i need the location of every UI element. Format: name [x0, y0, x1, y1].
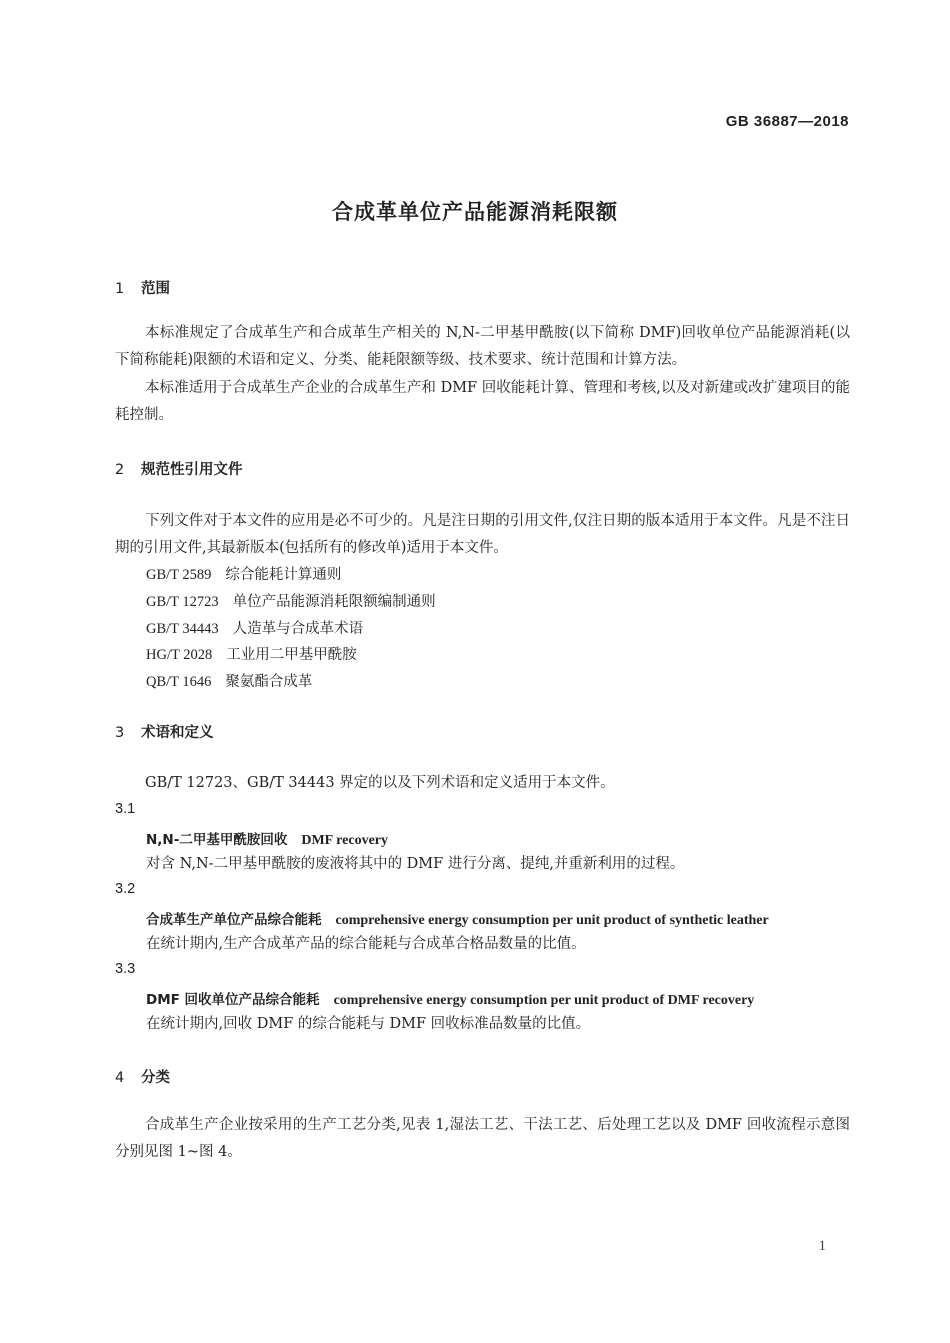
reference-name: 综合能耗计算通则	[225, 567, 342, 583]
term-en: DMF recovery	[301, 833, 389, 848]
term-heading	[146, 988, 754, 1009]
reference-item	[146, 670, 312, 691]
section-2-heading	[115, 458, 243, 479]
term-number: 3.2	[115, 881, 136, 897]
section-3-intro: GB/T 12723、GB/T 34443 界定的以及下列术语和定义适用于本文件。	[145, 775, 615, 791]
section-title: 范围	[141, 281, 170, 297]
reference-name: 人造革与合成革术语	[232, 621, 364, 637]
term-en: comprehensive energy consumption per unit product of DMF recovery	[333, 993, 755, 1008]
reference-code: GB/T 2589	[146, 567, 212, 583]
term-zh: N,N-二甲基甲酰胺回收	[146, 832, 288, 848]
reference-name: 工业用二甲基甲酰胺	[226, 647, 357, 663]
term-zh: DMF 回收单位产品综合能耗	[146, 992, 320, 1008]
reference-item	[146, 643, 357, 664]
term-heading	[146, 908, 769, 929]
section-3-heading	[115, 721, 214, 742]
section-title: 规范性引用文件	[141, 462, 243, 478]
reference-item	[146, 590, 436, 611]
section-2-intro: 下列文件对于本文件的应用是必不可少的。凡是注日期的引用文件,仅注日期的版本适用于本文件。凡是不注日期的引用文件,其最新版本(包括所有的修改单)适用于本文件。	[115, 513, 850, 556]
term-number: 3.1	[115, 801, 136, 817]
reference-item	[146, 563, 341, 584]
reference-name: 单位产品能源消耗限额编制通则	[232, 594, 436, 610]
document-title: 合成革单位产品能源消耗限额	[332, 200, 618, 224]
section-1-paragraph-2: 本标准适用于合成革生产企业的合成革生产和 DMF 回收能耗计算、管理和考核,以及对新建或改扩建项目的能耗控制。	[115, 380, 850, 423]
standard-id: GB 36887—2018	[725, 113, 849, 130]
section-number: 3	[115, 725, 125, 741]
section-number: 1	[115, 281, 125, 297]
page-number: 1	[818, 1238, 826, 1254]
term-definition: 在统计期内,回收 DMF 的综合能耗与 DMF 回收标准品数量的比值。	[146, 1016, 591, 1032]
term-en: comprehensive energy consumption per unit product of synthetic leather	[335, 913, 769, 928]
reference-code: GB/T 34443	[146, 621, 219, 637]
term-definition: 对含 N,N-二甲基甲酰胺的废液将其中的 DMF 进行分离、提纯,并重新利用的过程。	[146, 856, 685, 872]
term-number: 3.3	[115, 961, 136, 977]
section-title: 分类	[141, 1070, 170, 1086]
reference-code: HG/T 2028	[146, 647, 213, 663]
section-1-paragraph-1: 本标准规定了合成革生产和合成革生产相关的 N,N-二甲基甲酰胺(以下简称 DMF)回收单位产品能源消耗(以下简称能耗)限额的术语和定义、分类、能耗限额等级、技术要求、统计范围和计算方法。	[115, 325, 850, 368]
section-number: 2	[115, 462, 125, 478]
reference-code: GB/T 12723	[146, 594, 219, 610]
term-heading	[146, 828, 388, 849]
section-title: 术语和定义	[141, 725, 214, 741]
section-4-heading	[115, 1066, 170, 1087]
section-1-heading	[115, 277, 170, 298]
section-number: 4	[115, 1070, 125, 1086]
term-definition: 在统计期内,生产合成革产品的综合能耗与合成革合格品数量的比值。	[146, 936, 586, 952]
term-zh: 合成革生产单位产品综合能耗	[146, 912, 322, 928]
section-4-paragraph: 合成革生产企业按采用的生产工艺分类,见表 1,湿法工艺、干法工艺、后处理工艺以及 DMF 回收流程示意图分别见图 1~图 4。	[115, 1117, 850, 1160]
reference-code: QB/T 1646	[146, 674, 212, 690]
reference-item	[146, 617, 363, 638]
reference-name: 聚氨酯合成革	[225, 674, 313, 690]
